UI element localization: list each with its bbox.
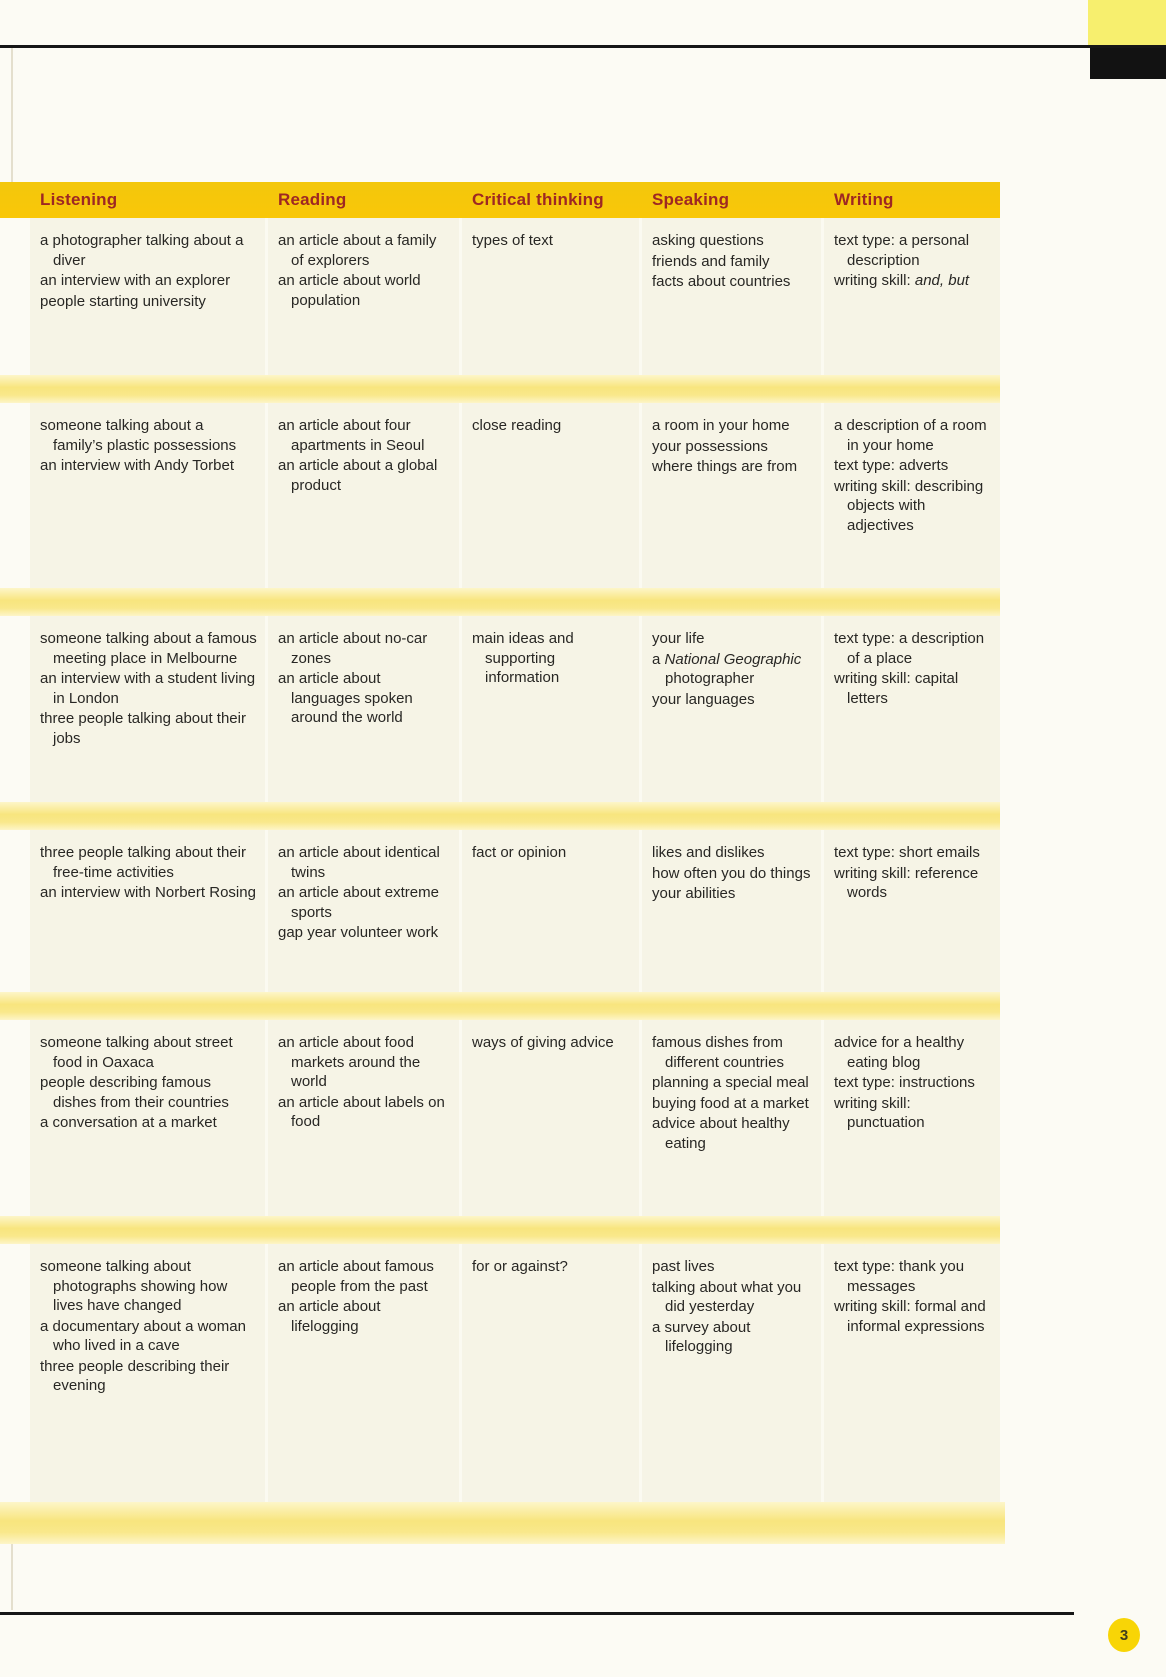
toc-item: a conversation at a market: [40, 1114, 217, 1131]
toc-cell: [268, 1020, 462, 1216]
toc-cell: [268, 830, 462, 992]
toc-item: facts about countries: [652, 273, 791, 290]
top-rule: [0, 45, 1166, 48]
toc-cell: [824, 1020, 1000, 1216]
toc-item: an article about labels on food: [278, 1093, 445, 1130]
toc-item: an article about world population: [278, 272, 421, 309]
toc-cell: [462, 616, 642, 802]
toc-cell: [268, 616, 462, 802]
toc-item: likes and dislikes: [652, 844, 765, 861]
toc-item: three people describing their evening: [40, 1357, 230, 1394]
toc-item: text type: a description of a place: [834, 630, 985, 667]
header-cell-listening: Listening: [40, 190, 118, 209]
toc-item: writing skill: formal and informal expressions: [834, 1298, 986, 1335]
row-left-strip: [0, 403, 30, 588]
toc-item: buying food at a market: [652, 1094, 809, 1112]
toc-item: your abilities: [652, 885, 736, 902]
toc-item: someone talking about street food in Oaxaca: [40, 1034, 233, 1071]
toc-cell: [462, 403, 642, 588]
header-cell-reading: Reading: [278, 190, 347, 209]
toc-cell: [462, 1244, 642, 1502]
bottom-rule: [0, 1612, 1074, 1615]
toc-cell: [642, 1244, 824, 1502]
header-cell-speaking: Speaking: [652, 190, 730, 209]
toc-cell: [824, 1244, 1000, 1502]
page-number-badge: 3: [1108, 1618, 1140, 1652]
toc-row: [0, 830, 1000, 992]
toc-item: writing skill: and, but: [834, 272, 970, 289]
row-left-strip: [0, 1020, 30, 1216]
corner-black-block: [1090, 48, 1166, 79]
toc-row: [0, 1244, 1000, 1502]
toc-item: planning a special meal: [652, 1074, 809, 1091]
toc-item: an article about lifelogging: [278, 1298, 381, 1335]
toc-row: [0, 403, 1000, 588]
toc-item: an article about food markets around the world: [278, 1034, 421, 1090]
toc-row: [0, 616, 1000, 802]
toc-item: an article about a family of explorers: [278, 232, 437, 269]
toc-cell: [824, 616, 1000, 802]
toc-cell: [30, 830, 268, 992]
toc-item: an article about languages spoken around the world: [278, 670, 413, 726]
toc-item: famous dishes from different countries: [652, 1034, 784, 1071]
toc-item: your languages: [652, 690, 755, 708]
toc-cell: [30, 403, 268, 588]
toc-cell: [642, 616, 824, 802]
toc-cell: [642, 1020, 824, 1216]
row-separator: [0, 1502, 1005, 1544]
toc-item: how often you do things: [652, 864, 811, 882]
row-left-strip: [0, 616, 30, 802]
toc-cell: [30, 616, 268, 802]
toc-item: a description of a room in your home: [834, 417, 987, 454]
toc-item: a photographer talking about a diver: [40, 232, 244, 269]
row-separator: [0, 802, 1000, 830]
toc-item: text type: thank you messages: [834, 1258, 965, 1295]
toc-cell: [268, 403, 462, 588]
toc-item: asking questions: [652, 232, 764, 249]
toc-item: close reading: [472, 417, 562, 434]
toc-item: your life: [652, 630, 705, 647]
toc-cell: [462, 218, 642, 375]
toc-item: an interview with a student living in London: [40, 670, 256, 707]
toc-item: an article about extreme sports: [278, 884, 439, 921]
toc-cell: [268, 218, 462, 375]
toc-cell: [30, 218, 268, 375]
row-left-strip: [0, 218, 30, 375]
toc-item: a survey about lifelogging: [652, 1318, 751, 1355]
toc-item: an article about four apartments in Seoul: [278, 417, 425, 454]
toc-cell: [642, 830, 824, 992]
toc-cell: [642, 403, 824, 588]
toc-item: ways of giving advice: [472, 1034, 614, 1051]
toc-item: a documentary about a woman who lived in a cave: [40, 1317, 246, 1354]
toc-item: fact or opinion: [472, 844, 567, 861]
toc-item: an article about no-car zones: [278, 630, 428, 667]
toc-cell: [30, 1244, 268, 1502]
header-cell-writing: Writing: [834, 190, 894, 209]
row-separator: [0, 375, 1000, 403]
toc-item: friends and family: [652, 252, 770, 270]
toc-row: [0, 218, 1000, 375]
toc-cell: [30, 1020, 268, 1216]
toc-item: a room in your home: [652, 417, 790, 434]
toc-item: people starting university: [40, 292, 206, 310]
toc-item: a National Geographic photographer: [652, 650, 802, 687]
toc-item: text type: adverts: [834, 457, 949, 474]
toc-item: an article about a global product: [278, 457, 438, 494]
row-separator: [0, 992, 1000, 1020]
corner-yellow-block: [1088, 0, 1166, 45]
toc-header-row: [0, 182, 1000, 218]
row-separator: [0, 588, 1000, 616]
toc-item: past lives: [652, 1258, 715, 1275]
toc-cell: [462, 830, 642, 992]
toc-item: advice for a healthy eating blog: [834, 1034, 965, 1071]
toc-item: someone talking about a family’s plastic possessions: [40, 417, 237, 454]
toc-cell: [642, 218, 824, 375]
toc-item: people describing famous dishes from their countries: [40, 1074, 229, 1111]
toc-item: text type: instructions: [834, 1074, 975, 1091]
toc-item: someone talking about a famous meeting place in Melbourne: [40, 630, 257, 667]
toc-body: [0, 218, 1000, 1544]
toc-item: types of text: [472, 232, 553, 249]
toc-table: [0, 182, 1000, 1544]
toc-item: someone talking about photographs showing how lives have changed: [40, 1258, 228, 1314]
toc-cell: [824, 830, 1000, 992]
toc-item: text type: short emails: [834, 844, 980, 861]
toc-row: [0, 1020, 1000, 1216]
row-separator: [0, 1216, 1000, 1244]
toc-item: for or against?: [472, 1258, 568, 1275]
toc-item: an interview with Norbert Rosing: [40, 884, 256, 901]
toc-item: writing skill: punctuation: [834, 1094, 925, 1131]
toc-item: writing skill: capital letters: [834, 670, 959, 707]
row-left-strip: [0, 830, 30, 992]
toc-item: an article about identical twins: [278, 844, 440, 881]
header-cell-critical-thinking: Critical thinking: [472, 190, 604, 209]
toc-cell: [824, 218, 1000, 375]
toc-item: writing skill: describing objects with adjectives: [834, 477, 984, 534]
toc-item: three people talking about their free-time activities: [40, 844, 246, 881]
toc-item: talking about what you did yesterday: [652, 1278, 802, 1315]
toc-item: three people talking about their jobs: [40, 710, 246, 747]
toc-item: gap year volunteer work: [278, 924, 439, 941]
toc-item: text type: a personal description: [834, 232, 970, 269]
toc-item: where things are from: [652, 458, 798, 475]
toc-item: advice about healthy eating: [652, 1115, 790, 1152]
toc-cell: [824, 403, 1000, 588]
toc-item: your possessions: [652, 437, 768, 455]
toc-item: main ideas and supporting information: [472, 630, 574, 686]
toc-cell: [462, 1020, 642, 1216]
toc-item: an interview with an explorer: [40, 272, 231, 289]
toc-item: an article about famous people from the past: [278, 1258, 434, 1295]
toc-item: an interview with Andy Torbet: [40, 457, 234, 474]
toc-cell: [268, 1244, 462, 1502]
row-left-strip: [0, 1244, 30, 1502]
toc-item: writing skill: reference words: [834, 864, 979, 901]
